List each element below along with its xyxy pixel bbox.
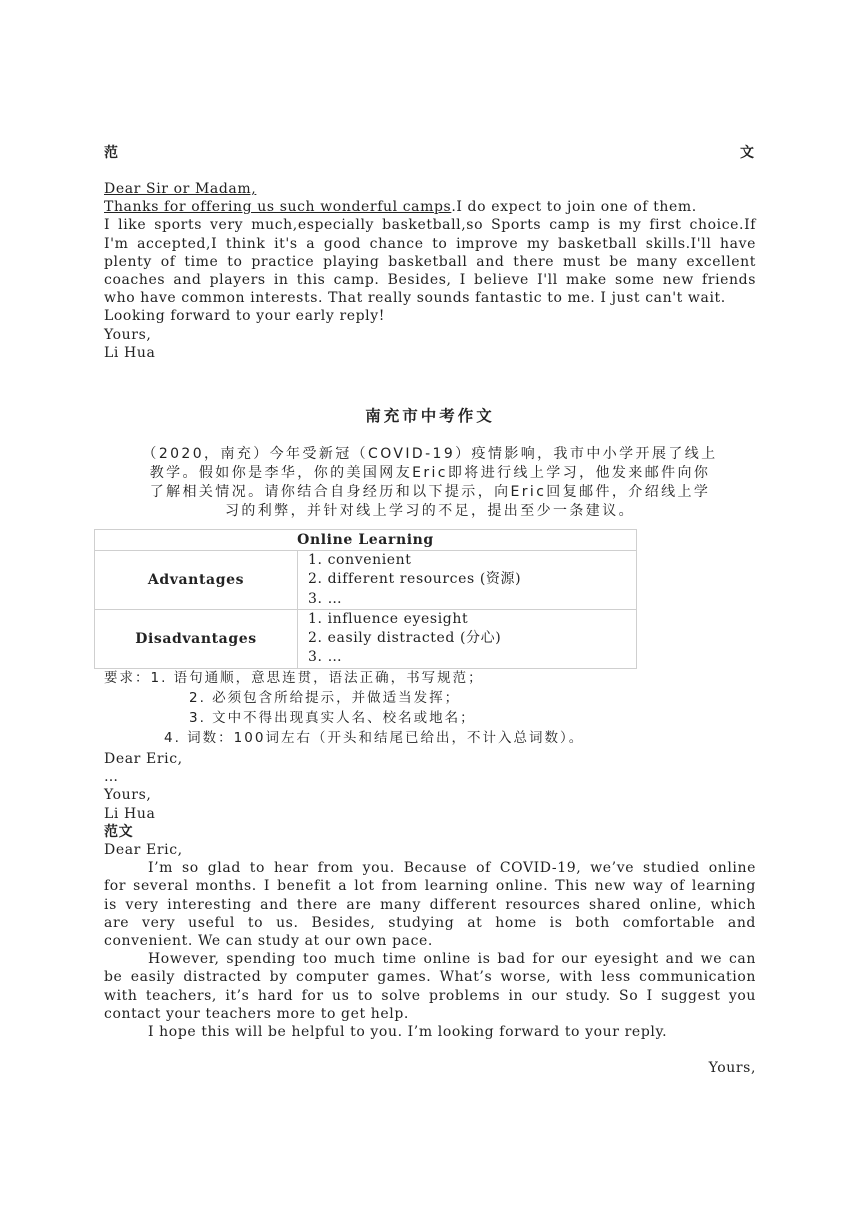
advantages-items	[298, 551, 637, 610]
sample-letter-1	[104, 180, 756, 362]
table-row	[95, 609, 637, 668]
letter1-line: coaches and players in this camp. Besides, I believe I'll make some new friends	[104, 272, 756, 289]
sample-paragraph-3: I hope this will be helpful to you. I’m looking forward to your reply.	[148, 1024, 668, 1041]
section-title: 南充市中考作文	[365, 407, 495, 425]
paragraph-line: be easily distracted by computer games. What’s worse, with less communication	[104, 969, 756, 986]
letter1-name: Li Hua	[104, 344, 156, 361]
requirements	[104, 668, 764, 748]
letter1-line: who have common interests. That really sounds fantastic to me. I just can't wait.	[104, 290, 726, 307]
list-item: 3. …	[308, 649, 343, 666]
letter-template	[104, 750, 756, 1077]
requirement-2: 2. 必须包含所给提示，并做适当发挥；	[189, 690, 461, 706]
paragraph-line: contact your teachers more to get help.	[104, 1005, 409, 1022]
table-row	[95, 551, 637, 610]
paragraph-line: However, spending too much time online is bad for our eyesight and we can	[148, 951, 756, 968]
prompt-line: 教学。假如你是李华，你的美国网友Eric即将进行线上学习，他发来邮件向你	[149, 465, 711, 481]
letter1-opening-rest: .I do expect to join one of them.	[451, 199, 697, 216]
spacer	[104, 1041, 756, 1059]
template-name: Li Hua	[104, 805, 156, 822]
heading-fan: 范	[104, 145, 118, 161]
paragraph-line: I’m so glad to hear from you. Because of COVID-19, we’ve studied online	[148, 860, 756, 877]
prompt-line: （2020，南充）今年受新冠（COVID-19）疫情影响，我市中小学开展了线上	[142, 446, 718, 462]
requirement-1: 要求：1. 语句通顺，意思连贯，语法正确，书写规范；	[104, 670, 484, 686]
list-item: 1. convenient	[308, 552, 412, 568]
template-signoff: Yours,	[104, 787, 152, 804]
list-item: 1. influence eyesight	[308, 610, 469, 627]
requirement-3: 3. 文中不得出现真实人名、校名或地名；	[189, 710, 476, 726]
prompt-line: 了解相关情况。请你结合自身经历和以下提示，向Eric回复邮件，介绍线上学	[149, 484, 711, 500]
letter1-line: plenty of time to practice playing basketball and there must be many excellent	[104, 253, 756, 270]
letter1-underlined-text: Thanks for offering us such wonderful camps	[104, 199, 452, 216]
letter1-signoff: Yours,	[104, 326, 152, 343]
sample-greeting: Dear Eric,	[104, 842, 183, 859]
letter1-line: I'm accepted,I think it's a good chance to improve my basketball skills.I'll have	[104, 235, 756, 252]
requirement-4: 4. 词数：100词左右（开头和结尾已给出，不计入总词数）。	[164, 730, 585, 746]
list-item: 3. …	[308, 590, 343, 607]
sample-paragraph-2	[104, 950, 756, 1023]
paragraph-line: are very useful to us. Besides, studying at home is both comfortable and	[104, 914, 756, 931]
paragraph-line: is very interesting and there are many different resources shared online, which	[104, 896, 756, 913]
sample-paragraph-1	[104, 859, 756, 950]
letter1-closing: Looking forward to your early reply!	[104, 308, 385, 325]
letter1-line: I like sports very much,especially basketball,so Sports camp is my first choice.If	[104, 217, 756, 234]
table-header: Online Learning	[95, 530, 637, 551]
sample-label: 范文	[104, 823, 134, 840]
prompt-line: 习的利弊，并针对线上学习的不足，提出至少一条建议。	[225, 503, 635, 519]
paragraph-line: with teachers, it’s hard for us to solve problems in our study. So I suggest you	[104, 987, 756, 1004]
disadvantages-items	[298, 609, 637, 668]
template-greeting: Dear Eric,	[104, 751, 183, 767]
template-ellipsis: …	[104, 769, 119, 786]
list-item: 2. easily distracted (分心)	[308, 630, 502, 647]
letter1-greeting: Dear Sir or Madam,	[104, 181, 257, 197]
sample-signoff: Yours,	[708, 1060, 756, 1077]
paragraph-line: for several months. I benefit a lot from learning online. This new way of learning	[104, 878, 756, 895]
heading-wen: 文	[740, 145, 754, 161]
disadvantages-label: Disadvantages	[95, 609, 298, 668]
advantages-label: Advantages	[95, 551, 298, 610]
online-learning-table	[94, 529, 637, 669]
paragraph-line: convenient. We can study at our own pace.	[104, 933, 433, 950]
writing-prompt	[100, 445, 760, 521]
list-item: 2. different resources (资源)	[308, 571, 522, 588]
letter1-opening	[104, 198, 756, 216]
